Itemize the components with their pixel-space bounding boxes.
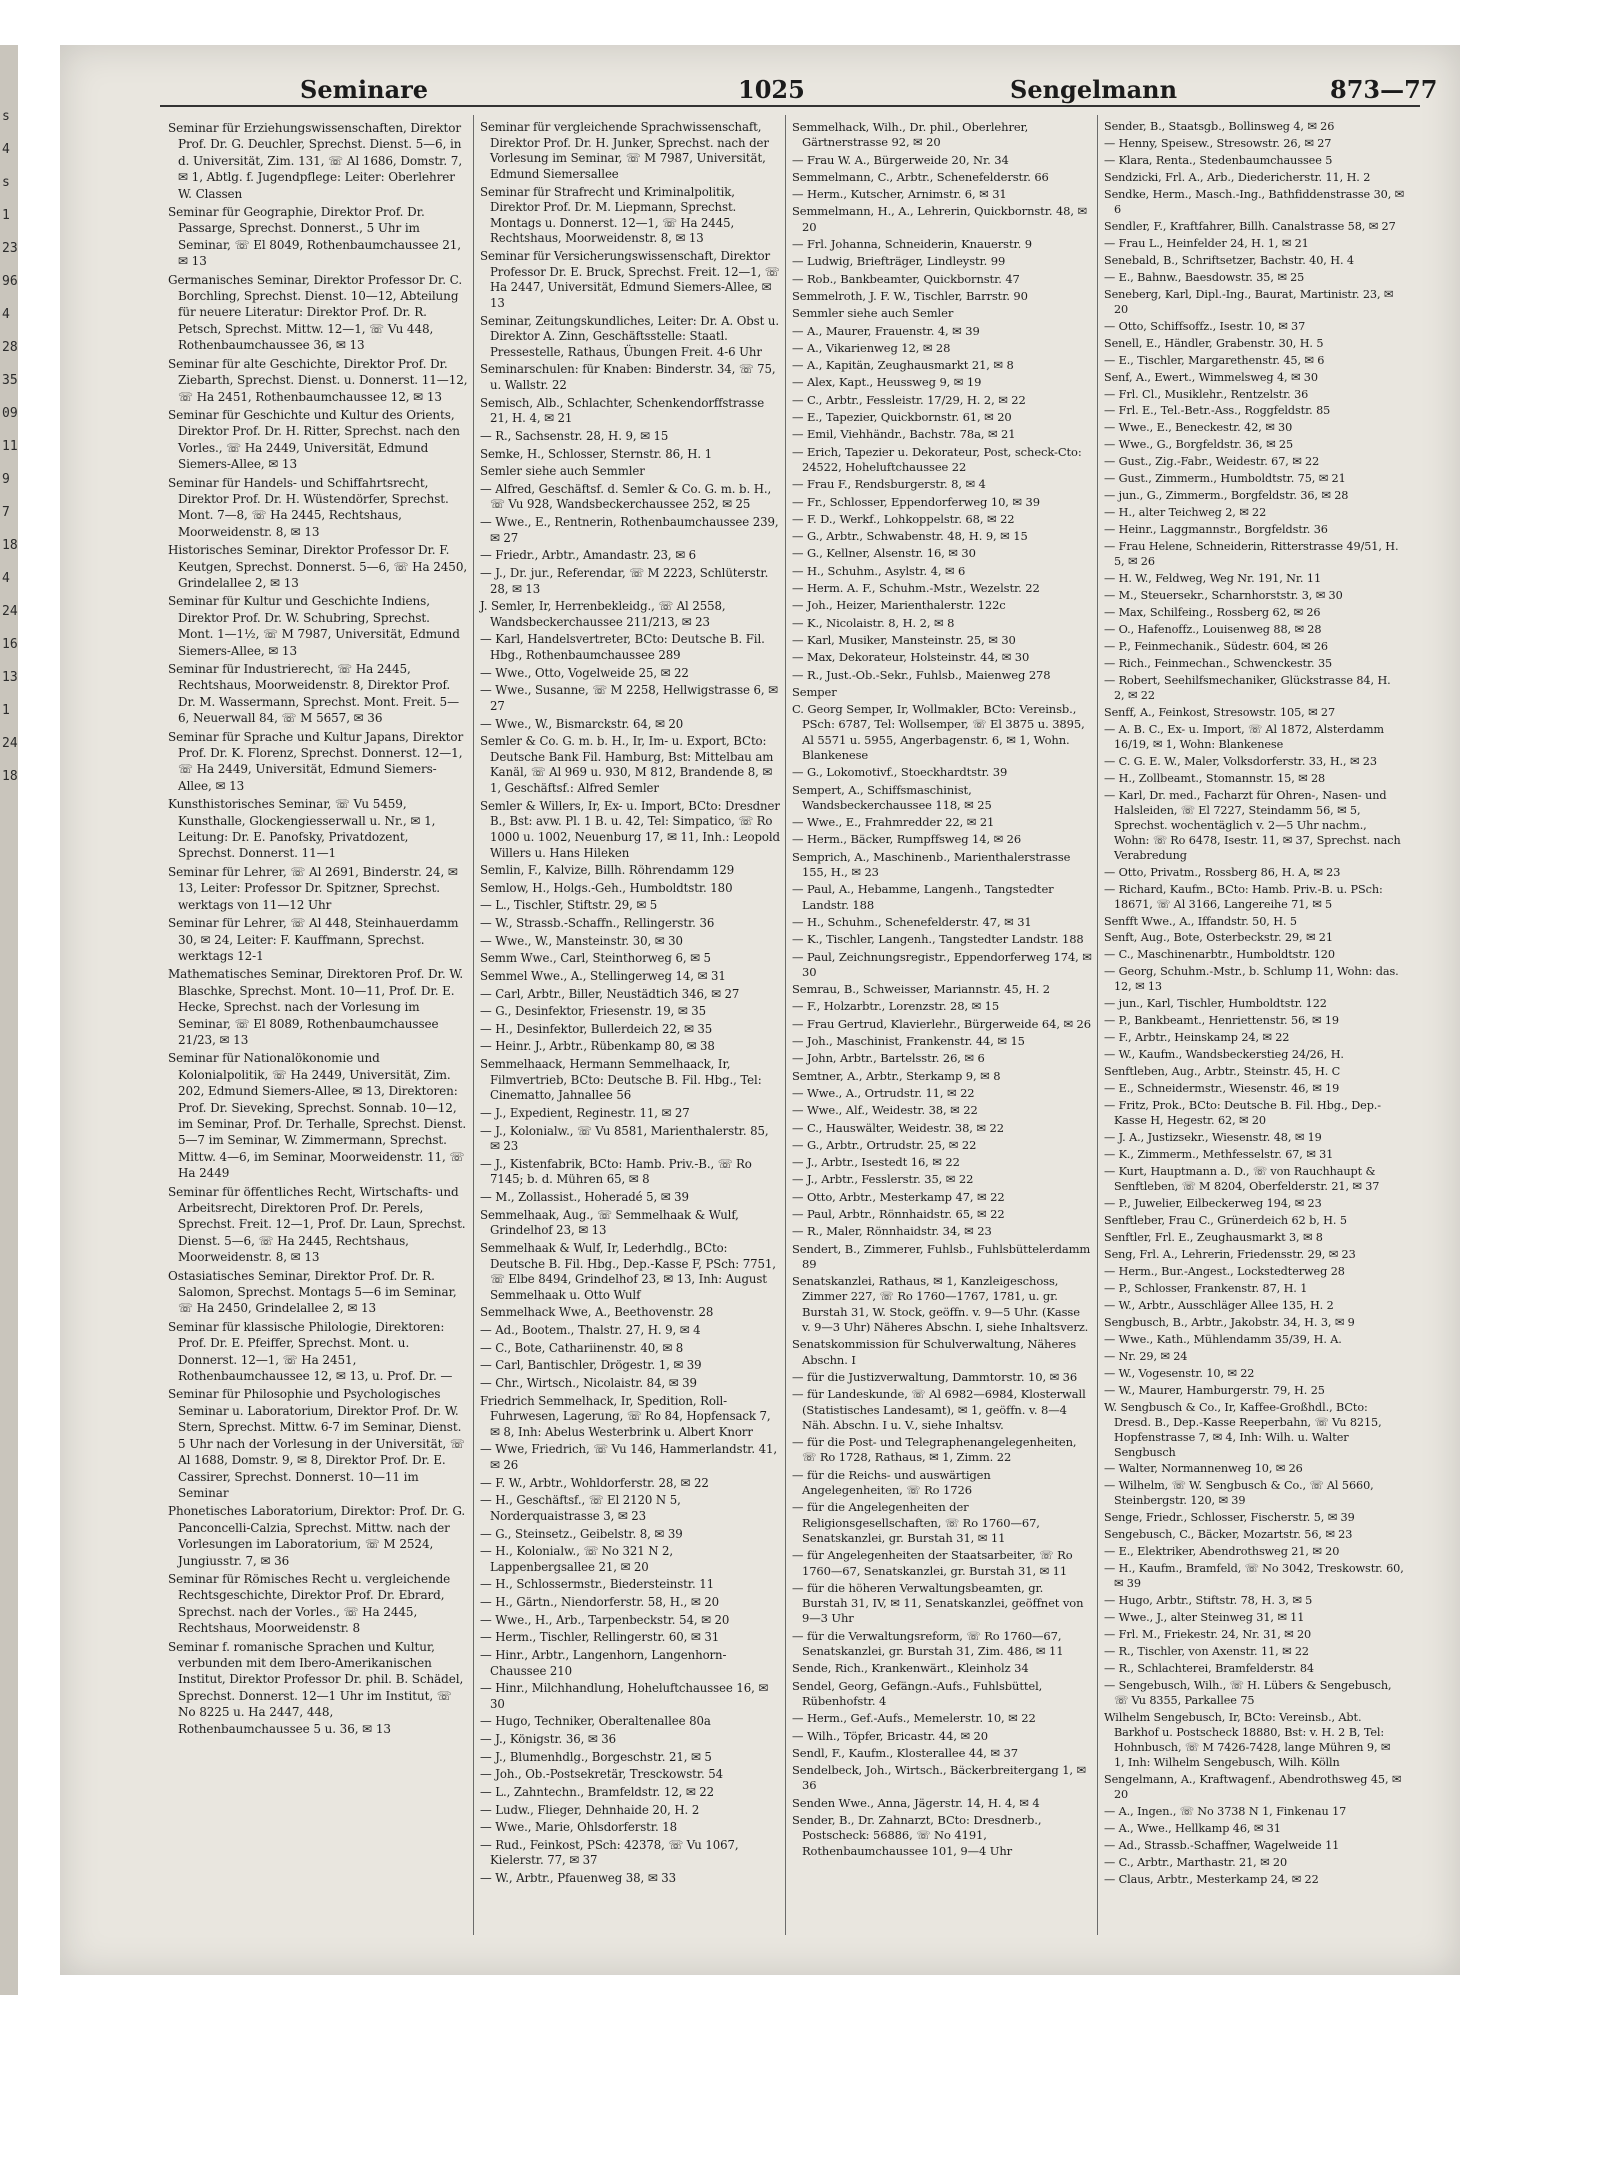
- directory-entry: — Ad., Strassb.-Schaffner, Wagelweide 11: [1104, 1838, 1340, 1852]
- directory-entry: Semrau, B., Schweisser, Mariannstr. 45, H. 2: [792, 982, 1051, 997]
- directory-entry: — G., Lokomotivf., Stoeckhardtstr. 39: [792, 765, 1008, 780]
- directory-entry: Friedrich Semmelhack, Ir, Spedition, Roll-Fuhrwesen, Lagerung, ☏ Ro 84, Hopfensack 7, ✉ 8, Inh: Abelus Westerbrink u. Albert Knorr: [480, 1393, 771, 1439]
- directory-entry: — Karl, Musiker, Mansteinstr. 25, ✉ 30: [792, 632, 1016, 647]
- directory-entry: — Alfred, Geschäftsf. d. Semler & Co. G. m. b. H., ☏ Vu 928, Wandsbeckerchaussee 252, ✉ 25: [480, 481, 772, 512]
- directory-entry: — Ad., Bootem., Thalstr. 27, H. 9, ✉ 4: [480, 1323, 701, 1337]
- column-divider: [785, 115, 786, 1935]
- directory-entry: — Hugo, Arbtr., Stiftstr. 78, H. 3, ✉ 5: [1104, 1594, 1313, 1608]
- directory-entry: — Frl. Cl., Musiklehr., Rentzelstr. 36: [1104, 387, 1309, 401]
- directory-entry: — Wwe., Kath., Mühlendamm 35/39, H. A.: [1104, 1332, 1342, 1346]
- directory-entry: — H. W., Feldweg, Weg Nr. 191, Nr. 11: [1104, 572, 1321, 586]
- directory-page: [60, 45, 1460, 1975]
- directory-entry: — C., Maschinenarbtr., Humboldtstr. 120: [1104, 948, 1335, 962]
- directory-entry: Semprich, A., Maschinenb., Marienthalerstrasse 155, H., ✉ 23: [792, 849, 1071, 880]
- directory-entry: — Fritz, Prok., BCto: Deutsche B. Fil. Hbg., Dep.-Kasse H, Hegestr. 62, ✉ 20: [1104, 1099, 1381, 1128]
- margin-fragment: 4: [2, 142, 10, 157]
- directory-entry: Seng, Frl. A., Lehrerin, Friedensstr. 29, ✉ 23: [1104, 1247, 1356, 1261]
- column-divider: [1097, 115, 1098, 1935]
- column-2: [480, 120, 780, 1887]
- directory-entry: — Wwe., E., Frahmredder 22, ✉ 21: [792, 815, 995, 830]
- directory-entry: Seminar für Versicherungswissenschaft, Direktor Professor Dr. E. Bruck, Sprechst. Freit. 12—1, ☏ Ha 2447, Universität, Edmund Siemers-Allee, ✉ 13: [480, 249, 780, 310]
- directory-entry: — Joh., Heizer, Marienthalerstr. 122c: [792, 598, 1006, 613]
- directory-entry: — Wwe., E., Beneckestr. 42, ✉ 30: [1104, 421, 1293, 435]
- directory-entry: — H., Kaufm., Bramfeld, ☏ No 3042, Treskowstr. 60, ✉ 39: [1104, 1562, 1404, 1591]
- directory-entry: Senfft Wwe., A., Iffandstr. 50, H. 5: [1104, 914, 1297, 928]
- directory-entry: Mathematisches Seminar, Direktoren Prof. Dr. W. Blaschke, Sprechst. Mont. 10—11, Prof. Dr. E. Hecke, Sprechst. nach der Vorlesung im Seminar, ☏ El 8089, Rothenbaumchaussee 21/23, ✉ 13: [168, 967, 464, 1047]
- directory-entry: — Wwe., J., alter Steinweg 31, ✉ 11: [1104, 1611, 1305, 1625]
- directory-entry: — P., Schlosser, Frankenstr. 87, H. 1: [1104, 1281, 1308, 1295]
- header-rule: [160, 105, 1420, 107]
- directory-entry: Senatskommission für Schulverwaltung, Näheres Abschn. I: [792, 1337, 1077, 1367]
- directory-entry: — Frl. Johanna, Schneiderin, Knauerstr. 9: [792, 237, 1032, 252]
- directory-entry: — A., Ingen., ☏ No 3738 N 1, Finkenau 17: [1104, 1804, 1347, 1818]
- directory-entry: Seminar für Lehrer, ☏ Al 448, Steinhauerdamm 30, ✉ 24, Leiter: F. Kauffmann, Sprechst. werktags 12-1: [168, 916, 459, 963]
- directory-entry: Semlin, F., Kalvize, Billh. Röhrendamm 129: [480, 863, 735, 878]
- directory-entry: — Wwe., W., Bismarckstr. 64, ✉ 20: [480, 716, 684, 731]
- directory-entry: — Herm., Tischler, Rellingerstr. 60, ✉ 31: [480, 1630, 720, 1645]
- directory-entry: Semper: [792, 684, 837, 699]
- directory-entry: Seminarschulen: für Knaben: Binderstr. 34, ☏ 75, u. Wallstr. 22: [480, 362, 776, 392]
- directory-entry: J. Semler, Ir, Herrenbekleidg., ☏ Al 2558, Wandsbeckerchaussee 211/213, ✉ 23: [480, 599, 726, 629]
- directory-entry: — Wwe., G., Borgfeldstr. 36, ✉ 25: [1104, 438, 1294, 452]
- directory-entry: — Nr. 29, ✉ 24: [1104, 1349, 1188, 1363]
- directory-entry: Semmelhaak & Wulf, Ir, Lederhdlg., BCto: Deutsche B. Fil. Hbg., Dep.-Kasse F, PSch: 7751, ☏ Elbe 8494, Grindelhof 23, ✉ 13, Inh: August Semmelhaak u. Otto Wulf: [480, 1240, 776, 1302]
- directory-entry: — Kurt, Hauptmann a. D., ☏ von Rauchhaupt & Senftleben, ☏ M 8204, Oberfelderstr. 21, ✉ 37: [1104, 1165, 1380, 1193]
- directory-entry: Seminar für Lehrer, ☏ Al 2691, Binderstr. 24, ✉ 13, Leiter: Professor Dr. Spitzner, Sprechst. werktags von 11—12 Uhr: [168, 864, 458, 912]
- directory-entry: — W., Kaufm., Wandsbeckerstieg 24/26, H.: [1104, 1048, 1344, 1062]
- directory-entry: — Herm., Gef.-Aufs., Memelerstr. 10, ✉ 22: [792, 1711, 1036, 1726]
- directory-entry: Semler siehe auch Semmler: [480, 464, 645, 479]
- directory-entry: — K., Zimmerm., Methfesselstr. 67, ✉ 31: [1104, 1148, 1334, 1162]
- directory-entry: — H., Zollbeamt., Stomannstr. 15, ✉ 28: [1104, 771, 1326, 785]
- directory-entry: — Max, Dekorateur, Holsteinstr. 44, ✉ 30: [792, 650, 1030, 665]
- column-3: [792, 120, 1092, 1859]
- directory-entry: Sempert, A., Schiffsmaschinist, Wandsbeckerchaussee 118, ✉ 25: [792, 782, 992, 812]
- directory-entry: — G., Arbtr., Ortrudstr. 25, ✉ 22: [792, 1137, 977, 1152]
- directory-entry: — für die Verwaltungsreform, ☏ Ro 1760—67, Senatskanzlei, gr. Burstah 31, Zim. 486, ✉ 11: [792, 1628, 1064, 1659]
- directory-entry: — R., Tischler, von Axenstr. 11, ✉ 22: [1104, 1645, 1309, 1659]
- directory-entry: — Frau F., Rendsburgerstr. 8, ✉ 4: [792, 477, 986, 492]
- directory-entry: — Otto, Privatm., Rossberg 86, H. A, ✉ 23: [1104, 865, 1341, 879]
- margin-fragment: 18: [2, 769, 18, 784]
- directory-entry: Sendke, Herm., Masch.-Ing., Bathfiddenstrasse 30, ✉ 6: [1104, 187, 1404, 216]
- directory-entry: W. Sengbusch & Co., Ir, Kaffee-Großhdl., BCto: Dresd. B., Dep.-Kasse Reeperbahn, ☏ Vu 8215, Hopfenstrasse 7, ✉ 4, Inh: Wilh. u. Walter Sengbusch: [1104, 1400, 1382, 1459]
- directory-entry: Semtner, A., Arbtr., Sterkamp 9, ✉ 8: [792, 1068, 1001, 1083]
- directory-entry: — Frau L., Heinfelder 24, H. 1, ✉ 21: [1104, 236, 1309, 250]
- directory-entry: Semlow, H., Holgs.-Geh., Humboldtstr. 180: [480, 880, 733, 895]
- directory-entry: — jun., Karl, Tischler, Humboldtstr. 122: [1104, 997, 1327, 1011]
- running-header: [60, 67, 1460, 107]
- directory-entry: — Karl, Dr. med., Facharzt für Ohren-, Nasen- und Halsleiden, ☏ El 7227, Steindamm 56, ✉ 5, Sprechst. wochentäglich v. 2—5 Uhr nachm., Wohn: ☏ Ro 6478, Isestr. 11, ✉ 37, Sprechst. nach Verabredung: [1104, 788, 1401, 862]
- margin-fragment: 23: [2, 241, 18, 256]
- margin-fragment: 18: [2, 538, 18, 553]
- directory-entry: Sendert, B., Zimmerer, Fuhlsb., Fuhlsbüttelerdamm 89: [792, 1241, 1091, 1271]
- directory-entry: — John, Arbtr., Bartelsstr. 26, ✉ 6: [792, 1051, 985, 1066]
- directory-entry: — J., Kolonialw., ☏ Vu 8581, Marienthalerstr. 85, ✉ 23: [480, 1123, 769, 1154]
- directory-entry: — Wwe., Marie, Ohlsdorferstr. 18: [480, 1820, 678, 1835]
- directory-entry: Semmel Wwe., A., Stellingerweg 14, ✉ 31: [480, 968, 726, 983]
- directory-entry: — J., Arbtr., Fesslerstr. 35, ✉ 22: [792, 1172, 974, 1187]
- directory-entry: Semler & Willers, Ir, Ex- u. Import, BCto: Dresdner B., Bst: avw. Pl. 1 B. u. 42, Tel: Simpatico, ☏ Ro 1000 u. 1002, Neuenburg 17, ✉ 11, Inh.: Leopold Willers u. Hans Hileken: [480, 798, 780, 860]
- margin-fragment: 24: [2, 736, 18, 751]
- directory-entry: Semke, H., Schlosser, Sternstr. 86, H. 1: [480, 446, 713, 461]
- directory-entry: — Ludwig, Briefträger, Lindleystr. 99: [792, 254, 1006, 269]
- directory-entry: Seminar, Zeitungskundliches, Leiter: Dr. A. Obst u. Direktor A. Zinn, Geschäftsstelle: Staatl. Pressestelle, Rathaus, Übungen Freit. 4-6 Uhr: [480, 313, 779, 359]
- directory-entry: — für die höheren Verwaltungsbeamten, gr. Burstah 31, IV, ✉ 11, Senatskanzlei, geöffnet von 9—3 Uhr: [792, 1580, 1084, 1626]
- directory-entry: Seminar für alte Geschichte, Direktor Prof. Dr. Ziebarth, Sprechst. Dienst. u. Donnerst. 11—12, ☏ Ha 2451, Rothenbaumchaussee 12, ✉ 13: [168, 356, 468, 404]
- directory-entry: — für die Post- und Telegraphenangelegenheiten, ☏ Ro 1728, Rathaus, ✉ 1, Zimm. 22: [792, 1435, 1077, 1465]
- margin-fragment: 11: [2, 439, 18, 454]
- directory-entry: — für die Justizverwaltung, Dammtorstr. 10, ✉ 36: [792, 1369, 1078, 1384]
- directory-entry: — Georg, Schuhm.-Mstr., b. Schlump 11, Wohn: das. 12, ✉ 13: [1104, 965, 1399, 994]
- directory-entry: — Carl, Bantischler, Drögestr. 1, ✉ 39: [480, 1358, 702, 1373]
- directory-entry: Sengbusch, B., Arbtr., Jakobstr. 34, H. 3, ✉ 9: [1104, 1315, 1355, 1329]
- directory-entry: — Wwe., Otto, Vogelweide 25, ✉ 22: [480, 665, 689, 680]
- directory-entry: — Gust., Zig.-Fabr., Weidestr. 67, ✉ 22: [1104, 455, 1320, 469]
- directory-entry: — P., Feinmechanik., Südestr. 604, ✉ 26: [1104, 640, 1328, 654]
- directory-entry: Sender, B., Staatsgb., Bollinsweg 4, ✉ 26: [1104, 120, 1335, 133]
- directory-entry: — J., Expedient, Reginestr. 11, ✉ 27: [480, 1105, 690, 1120]
- directory-entry: — G., Arbtr., Schwabenstr. 48, H. 9, ✉ 15: [792, 529, 1028, 544]
- margin-fragment: 4: [2, 571, 10, 586]
- directory-entry: — F. D., Werkf., Lohkoppelstr. 68, ✉ 22: [792, 511, 1015, 526]
- directory-entry: — J. A., Justizsekr., Wiesenstr. 48, ✉ 19: [1104, 1131, 1322, 1145]
- header-left-word: Seminare: [300, 75, 429, 104]
- directory-entry: — L., Tischler, Stiftstr. 29, ✉ 5: [480, 898, 658, 913]
- directory-entry: — C. G. E. W., Maler, Volksdorferstr. 33, H., ✉ 23: [1104, 754, 1377, 768]
- directory-entry: — W., Strassb.-Schaffn., Rellingerstr. 36: [480, 916, 715, 930]
- directory-entry: Sendel, Georg, Gefängn.-Aufs., Fuhlsbüttel, Rübenhofstr. 4: [792, 1678, 1043, 1708]
- directory-entry: Sendl, F., Kaufm., Klosterallee 44, ✉ 37: [792, 1745, 1018, 1760]
- directory-entry: Senftleber, Frau C., Grünerdeich 62 b, H. 5: [1104, 1213, 1347, 1227]
- directory-entry: — G., Desinfektor, Friesenstr. 19, ✉ 35: [480, 1004, 707, 1019]
- directory-entry: Senftler, Frl. E., Zeughausmarkt 3, ✉ 8: [1104, 1230, 1323, 1244]
- directory-entry: Seminar für Geographie, Direktor Prof. Dr. Passarge, Sprechst. Donnerst., 5 Uhr im Seminar, ☏ El 8049, Rothenbaumchaussee 21, ✉ 13: [168, 205, 462, 269]
- directory-entry: — J., Blumenhdlg., Borgeschstr. 21, ✉ 5: [480, 1749, 712, 1764]
- directory-entry: Senebald, B., Schriftsetzer, Bachstr. 40, H. 4: [1104, 253, 1354, 267]
- directory-entry: Senden Wwe., Anna, Jägerstr. 14, H. 4, ✉ 4: [792, 1795, 1040, 1810]
- directory-entry: — Gust., Zimmerm., Humboldtstr. 75, ✉ 21: [1104, 472, 1346, 486]
- directory-entry: — A., Wwe., Hellkamp 46, ✉ 31: [1104, 1821, 1281, 1835]
- directory-entry: — E., Tischler, Margarethenstr. 45, ✉ 6: [1104, 353, 1325, 367]
- directory-entry: — A., Vikarienweg 12, ✉ 28: [792, 340, 951, 355]
- directory-entry: — H., Schuhm., Asylstr. 4, ✉ 6: [792, 563, 966, 578]
- directory-entry: — Paul, Zeichnungsregistr., Eppendorferweg 174, ✉ 30: [792, 949, 1092, 979]
- directory-entry: — L., Zahntechn., Bramfeldstr. 12, ✉ 22: [480, 1784, 714, 1799]
- directory-entry: Senf, A., Ewert., Wimmelsweg 4, ✉ 30: [1104, 370, 1318, 384]
- directory-entry: — K., Nicolaistr. 8, H. 2, ✉ 8: [792, 615, 955, 630]
- directory-entry: Sendler, F., Kraftfahrer, Billh. Canalstrasse 58, ✉ 27: [1104, 219, 1396, 233]
- directory-entry: — J., Arbtr., Isestedt 16, ✉ 22: [792, 1155, 960, 1170]
- directory-entry: — Claus, Arbtr., Mesterkamp 24, ✉ 22: [1104, 1872, 1319, 1886]
- directory-entry: — Herm., Kutscher, Arnimstr. 6, ✉ 31: [792, 187, 1007, 202]
- column-4: [1104, 120, 1404, 1888]
- directory-entry: Semmelhack, Wilh., Dr. phil., Oberlehrer, Gärtnerstrasse 92, ✉ 20: [792, 120, 1029, 150]
- directory-entry: — Erich, Tapezier u. Dekorateur, Post, scheck-Cto: 24522, Hoheluftchaussee 22: [792, 444, 1082, 474]
- directory-entry: Seminar für Philosophie und Psychologisches Seminar u. Laboratorium, Direktor Prof. Dr. W. Stern, Sprechst. Mittw. 6-7 im Seminar, Dienst. 5 Uhr nach der Vorlesung in der Universität, ☏ Al 1688, Domstr. 9, ✉ 8, Direktor Prof. Dr. E. Cassirer, Sprechst. Donnerst. 10—11 im Seminar: [168, 1387, 465, 1500]
- margin-fragment: 4: [2, 307, 10, 322]
- directory-entry: — W., Arbtr., Ausschläger Allee 135, H. 2: [1104, 1298, 1334, 1312]
- directory-entry: Senft, Aug., Bote, Osterbeckstr. 29, ✉ 21: [1104, 931, 1333, 945]
- directory-entry: — E., Bahnw., Baesdowstr. 35, ✉ 25: [1104, 270, 1305, 284]
- directory-entry: Sende, Rich., Krankenwärt., Kleinholz 34: [792, 1661, 1029, 1676]
- directory-entry: Seminar für Kultur und Geschichte Indiens, Direktor Prof. Dr. W. Schubring, Sprechst. Mont. 1—1½, ☏ M 7987, Universität, Edmund Siemers-Allee, ✉ 13: [168, 594, 460, 658]
- directory-entry: — Herm., Bäcker, Rumpffsweg 14, ✉ 26: [792, 832, 1022, 847]
- directory-entry: — R., Maler, Rönnhaidstr. 34, ✉ 23: [792, 1224, 992, 1239]
- directory-entry: — Karl, Handelsvertreter, BCto: Deutsche B. Fil. Hbg., Rothenbaumchaussee 289: [480, 632, 765, 662]
- directory-entry: — Joh., Ob.-Postsekretär, Tresckowstr. 54: [480, 1767, 724, 1782]
- directory-entry: Seminar f. romanische Sprachen und Kultur, verbunden mit dem Ibero-Amerikanischen Institut, Direktor Professor Dr. phil. B. Schädel, Sprechst. Donnerst. 12—1 Uhr im Institut, ☏ No 8225 u. Ha 2447, 448, Rothenbaumchaussee 5 u. 36, ✉ 13: [168, 1639, 464, 1736]
- directory-entry: — A., Kapitän, Zeughausmarkt 21, ✉ 8: [792, 358, 1014, 373]
- directory-entry: Wilhelm Sengebusch, Ir, BCto: Vereinsb., Abt. Barkhof u. Postscheck 18880, Bst: v. H. 2 B, Tel: Hohnbusch, ☏ M 7426-7428, lange Mühren 9, ✉ 1, Inh: Wilhelm Sengebusch, Wilh. Kölln: [1104, 1711, 1391, 1769]
- directory-entry: — für die Angelegenheiten der Religionsgesellschaften, ☏ Ro 1760—67, Senatskanzlei, gr. Burstah 31, ✉ 11: [792, 1500, 1040, 1545]
- directory-entry: Senell, E., Händler, Grabenstr. 30, H. 5: [1104, 336, 1324, 350]
- directory-entry: — G., Kellner, Alsenstr. 16, ✉ 30: [792, 546, 976, 561]
- directory-entry: — A., Maurer, Frauenstr. 4, ✉ 39: [792, 323, 980, 338]
- directory-entry: — J., Dr. jur., Referendar, ☏ M 2223, Schlüterstr. 28, ✉ 13: [480, 565, 769, 596]
- margin-fragment: 1: [2, 703, 10, 718]
- directory-entry: — E., Tapezier, Quickbornstr. 61, ✉ 20: [792, 410, 1012, 425]
- margin-fragment: 28: [2, 340, 18, 355]
- directory-entry: — Wwe., Susanne, ☏ M 2258, Hellwigstrasse 6, ✉ 27: [480, 683, 778, 713]
- directory-entry: — Friedr., Arbtr., Amandastr. 23, ✉ 6: [480, 548, 696, 563]
- directory-entry: Seminar für Nationalökonomie und Kolonialpolitik, ☏ Ha 2449, Universität, Zim. 202, Edmund Siemers-Allee, ✉ 13, Direktoren: Prof. Dr. Sieveking, Sprechst. Sonnab. 10—12, im Seminar, Prof. Dr. Terhalle, Sprechst. Dienst. 5—7 im Seminar, W. Zimmermann, Sprechst. Mittw. 4—6, im Seminar, Moorweidenstr. 11, ☏ Ha 2449: [168, 1051, 467, 1181]
- directory-entry: Semmelhaack, Hermann Semmelhaack, Ir, Filmvertrieb, BCto: Deutsche B. Fil. Hbg., Tel: Cinematto, Jahnallee 56: [480, 1057, 762, 1103]
- directory-entry: — K., Tischler, Langenh., Tangstedter Landstr. 188: [792, 932, 1084, 947]
- directory-entry: — R., Sachsenstr. 28, H. 9, ✉ 15: [480, 428, 669, 443]
- directory-entry: — F. W., Arbtr., Wohldorferstr. 28, ✉ 22: [480, 1475, 709, 1490]
- directory-entry: Semmelhaak, Aug., ☏ Semmelhaak & Wulf, Grindelhof 23, ✉ 13: [480, 1207, 739, 1238]
- margin-fragment: 13: [2, 670, 18, 685]
- directory-entry: Kunsthistorisches Seminar, ☏ Vu 5459, Kunsthalle, Glockengiesserwall u. Nr., ✉ 1, Leitung: Dr. E. Panofsky, Privatdozent, Sprechst. Donnerst. 11—1: [168, 797, 436, 861]
- directory-entry: Senff, A., Feinkost, Stresowstr. 105, ✉ 27: [1104, 705, 1336, 719]
- margin-fragment: 24: [2, 604, 18, 619]
- directory-entry: — H., alter Teichweg 2, ✉ 22: [1104, 506, 1267, 520]
- directory-entry: — Frau Helene, Schneiderin, Ritterstrasse 49/51, H. 5, ✉ 26: [1104, 540, 1399, 569]
- directory-entry: — M., Steuersekr., Scharnhorststr. 3, ✉ 30: [1104, 589, 1343, 603]
- directory-entry: — C., Hauswälter, Weidestr. 38, ✉ 22: [792, 1120, 1004, 1135]
- directory-entry: — Heinr. J., Arbtr., Rübenkamp 80, ✉ 38: [480, 1039, 715, 1054]
- column-1: [168, 120, 468, 1737]
- directory-entry: Seminar für Erziehungswissenschaften, Direktor Prof. Dr. G. Deuchler, Sprechst. Dienst. 5—6, in d. Universität, Zim. 131, ☏ Al 1686, Domstr. 7, ✉ 1, Abtlg. f. Jugendpflege: Leiter: Oberlehrer W. Classen: [168, 121, 463, 201]
- directory-entry: — W., Vogesenstr. 10, ✉ 22: [1104, 1366, 1255, 1380]
- margin-fragment: 16: [2, 637, 18, 652]
- directory-entry: Sendelbeck, Joh., Wirtsch., Bäckerbreitergang 1, ✉ 36: [792, 1763, 1087, 1793]
- directory-entry: — Fr., Schlosser, Eppendorferweg 10, ✉ 39: [792, 494, 1040, 509]
- directory-entry: — Hinr., Milchhandlung, Hoheluftchaussee 16, ✉ 30: [480, 1681, 769, 1711]
- directory-entry: — Wwe., A., Ortrudstr. 11, ✉ 22: [792, 1085, 975, 1100]
- directory-entry: — Chr., Wirtsch., Nicolaistr. 84, ✉ 39: [480, 1375, 697, 1390]
- directory-entry: — G., Steinsetz., Geibelstr. 8, ✉ 39: [480, 1526, 683, 1541]
- directory-entry: Seneberg, Karl, Dipl.-Ing., Baurat, Martinistr. 23, ✉ 20: [1104, 287, 1394, 316]
- directory-entry: — H., Schuhm., Schenefelderstr. 47, ✉ 31: [792, 914, 1032, 929]
- directory-entry: — Wwe., Alf., Weidestr. 38, ✉ 22: [792, 1103, 978, 1118]
- directory-entry: — P., Juwelier, Eilbeckerweg 194, ✉ 23: [1104, 1196, 1322, 1210]
- directory-entry: — Heinr., Laggmannstr., Borgfeldstr. 36: [1104, 523, 1328, 537]
- directory-entry: — P., Bankbeamt., Henriettenstr. 56, ✉ 19: [1104, 1014, 1339, 1028]
- directory-entry: Semler & Co. G. m. b. H., Ir, Im- u. Export, BCto: Deutsche Bank Fil. Hamburg, Bst: Mittelbau am Kanäl, ☏ Al 969 u. 930, M 812, Brandende 8, ✉ 1, Geschäftsf.: Alfred Semler: [480, 734, 774, 795]
- directory-entry: — Frl. E., Tel.-Betr.-Ass., Roggfeldstr. 85: [1104, 404, 1331, 418]
- directory-entry: — O., Hafenoffz., Louisenweg 88, ✉ 28: [1104, 623, 1322, 637]
- directory-entry: — Hugo, Techniker, Oberaltenallee 80a: [480, 1714, 711, 1729]
- directory-entry: — A. B. C., Ex- u. Import, ☏ Al 1872, Alsterdamm 16/19, ✉ 1, Wohn: Blankenese: [1104, 722, 1384, 751]
- directory-entry: Germanisches Seminar, Direktor Professor Dr. C. Borchling, Sprechst. Dienst. 10—12, Abteilung für neuere Literatur: Direktor Prof. Dr. R. Petsch, Sprechst. Mittw. 12—1, ☏ Vu 448, Rothenbaumchaussee 36, ✉ 13: [168, 272, 463, 353]
- directory-entry: — E., Elektriker, Abendrothsweg 21, ✉ 20: [1104, 1545, 1340, 1559]
- directory-entry: — jun., G., Zimmerm., Borgfeldstr. 36, ✉ 28: [1104, 489, 1349, 503]
- directory-entry: Seminar für klassische Philologie, Direktoren: Prof. Dr. E. Pfeiffer, Sprechst. Mont. u. Donnerst. 12—1, ☏ Ha 2451, Rothenbaumchaussee 12, ✉ 13, u. Prof. Dr. —: [168, 1319, 453, 1384]
- directory-entry: — Klara, Renta., Stedenbaumchaussee 5: [1104, 153, 1333, 167]
- directory-entry: Sender, B., Dr. Zahnarzt, BCto: Dresdnerb., Postscheck: 56886, ☏ No 4191, Rothenbaumchaussee 101, 9—4 Uhr: [792, 1812, 1042, 1858]
- directory-entry: — für Angelegenheiten der Staatsarbeiter, ☏ Ro 1760—67, Senatskanzlei, gr. Burstah 31, ✉ 11: [792, 1548, 1073, 1578]
- directory-entry: — C., Bote, Cathariinenstr. 40, ✉ 8: [480, 1340, 684, 1355]
- margin-fragment: 09: [2, 406, 18, 421]
- directory-entry: Semmelmann, C., Arbtr., Schenefelderstr. 66: [792, 169, 1049, 184]
- directory-entry: — J., Kistenfabrik, BCto: Hamb. Priv.-B., ☏ Ro 7145; b. d. Mühren 65, ✉ 8: [480, 1156, 752, 1187]
- directory-entry: — C., Arbtr., Marthastr. 21, ✉ 20: [1104, 1855, 1288, 1869]
- directory-entry: — Walter, Normannenweg 10, ✉ 26: [1104, 1462, 1303, 1476]
- directory-entry: — Herm. A. F., Schuhm.-Mstr., Wezelstr. 22: [792, 581, 1040, 596]
- directory-entry: — Paul, A., Hebamme, Langenh., Tangstedter Landstr. 188: [792, 882, 1054, 912]
- directory-entry: — Herm., Bur.-Angest., Lockstedterweg 28: [1104, 1264, 1345, 1278]
- directory-entry: — Frau Gertrud, Klavierlehr., Bürgerweide 64, ✉ 26: [792, 1016, 1091, 1031]
- directory-entry: — R., Schlachterei, Bramfelderstr. 84: [1104, 1662, 1314, 1676]
- directory-entry: — Paul, Arbtr., Rönnhaidstr. 65, ✉ 22: [792, 1207, 1005, 1221]
- header-center-word: 1025: [738, 75, 805, 104]
- directory-entry: — Wwe, Friedrich, ☏ Vu 146, Hammerlandstr. 41, ✉ 26: [480, 1442, 777, 1472]
- directory-entry: Sengebusch, C., Bäcker, Mozartstr. 56, ✉ 23: [1104, 1528, 1353, 1542]
- directory-entry: — Sengebusch, Wilh., ☏ H. Lübers & Sengebusch, ☏ Vu 8355, Parkallee 75: [1104, 1679, 1392, 1708]
- directory-entry: Senftleben, Aug., Arbtr., Steinstr. 45, H. C: [1104, 1065, 1341, 1079]
- directory-entry: Historisches Seminar, Direktor Professor Dr. F. Keutgen, Sprechst. Donnerst. 5—6, ☏ Ha 2450, Grindelallee 2, ✉ 13: [168, 543, 468, 590]
- header-page-range: 873—77: [1330, 75, 1438, 104]
- directory-entry: — Otto, Schiffsoffz., Isestr. 10, ✉ 37: [1104, 319, 1306, 333]
- margin-fragment: s: [2, 109, 10, 124]
- directory-entry: Seminar für Handels- und Schiffahrtsrecht, Direktor Prof. Dr. H. Wüstendörfer, Sprechst. Mont. 7—8, ☏ Ha 2445, Rechtshaus, Moorweidenstr. 8, ✉ 13: [168, 475, 449, 539]
- directory-entry: — Wwe., H., Arb., Tarpenbeckstr. 54, ✉ 20: [480, 1612, 730, 1627]
- directory-entry: Semmelroth, J. F. W., Tischler, Barrstr. 90: [792, 288, 1028, 303]
- directory-entry: — Frl. M., Friekestr. 24, Nr. 31, ✉ 20: [1104, 1628, 1312, 1642]
- directory-entry: — für Landeskunde, ☏ Al 6982—6984, Klosterwall (Statistisches Landesamt), ✉ 1, geöffn. v. 8—4 Näh. Abschn. I u. V., siehe Inhaltsv.: [792, 1387, 1086, 1432]
- directory-entry: Phonetisches Laboratorium, Direktor: Prof. Dr. G. Panconcelli-Calzia, Sprechst. Mittw. nach der Vorlesungen im Laboratorium, ☏ M 2524, Jungiusstr. 7, ✉ 36: [168, 1504, 466, 1568]
- directory-entry: Ostasiatisches Seminar, Direktor Prof. Dr. R. Salomon, Sprechst. Montags 5—6 im Seminar, ☏ Ha 2450, Grindelallee 2, ✉ 13: [168, 1268, 457, 1316]
- directory-entry: — H., Desinfektor, Bullerdeich 22, ✉ 35: [480, 1021, 713, 1036]
- directory-entry: — H., Geschäftsf., ☏ El 2120 N 5, Norderquaistrasse 3, ✉ 23: [480, 1493, 681, 1523]
- directory-entry: Sendzicki, Frl. A., Arb., Diedericherstr. 11, H. 2: [1104, 170, 1371, 184]
- directory-entry: — C., Arbtr., Fessleistr. 17/29, H. 2, ✉ 22: [792, 392, 1026, 407]
- directory-entry: Semmelhack Wwe, A., Beethovenstr. 28: [480, 1305, 714, 1320]
- directory-entry: Senge, Friedr., Schlosser, Fischerstr. 5, ✉ 39: [1104, 1511, 1355, 1525]
- directory-entry: — Hinr., Arbtr., Langenhorn, Langenhorn-Chaussee 210: [480, 1647, 727, 1678]
- directory-entry: Seminar für vergleichende Sprachwissenschaft, Direktor Prof. Dr. H. Junker, Sprechst. nach der Vorlesung im Seminar, ☏ M 7987, Universität, Edmund Siemersallee: [480, 120, 769, 181]
- directory-entry: Senatskanzlei, Rathaus, ✉ 1, Kanzleigeschoss, Zimmer 227, ☏ Ro 1760—1767, 1781, u. gr. Burstah 31, W. Stock, geöffn. v. 9—5 Uhr. (Kasse v. 9—3 Uhr) Näheres Abschn. I, siehe Inhaltsverz.: [792, 1274, 1089, 1335]
- directory-entry: — Alex, Kapt., Heussweg 9, ✉ 19: [792, 375, 982, 390]
- directory-entry: — R., Just.-Ob.-Sekr., Fuhlsb., Maienweg 278: [792, 667, 1051, 682]
- column-divider: [473, 115, 474, 1935]
- directory-entry: Sengelmann, A., Kraftwagenf., Abendrothsweg 45, ✉ 20: [1104, 1772, 1402, 1801]
- directory-entry: — W., Maurer, Hamburgerstr. 79, H. 25: [1104, 1383, 1325, 1397]
- directory-entry: — F., Arbtr., Heinskamp 24, ✉ 22: [1104, 1031, 1290, 1045]
- directory-entry: — Rud., Feinkost, PSch: 42378, ☏ Vu 1067, Kielerstr. 77, ✉ 37: [480, 1837, 739, 1868]
- directory-entry: — Wilhelm, ☏ W. Sengbusch & Co., ☏ Al 5660, Steinbergstr. 120, ✉ 39: [1104, 1479, 1374, 1508]
- directory-entry: — Richard, Kaufm., BCto: Hamb. Priv.-B. u. PSch: 18671, ☏ Al 3166, Langereihe 71, ✉ 5: [1104, 882, 1383, 911]
- directory-entry: — E., Schneidermstr., Wiesenstr. 46, ✉ 19: [1104, 1082, 1340, 1096]
- directory-entry: — Joh., Maschinist, Frankenstr. 44, ✉ 15: [792, 1034, 1025, 1049]
- directory-entry: — Otto, Arbtr., Mesterkamp 47, ✉ 22: [792, 1189, 1005, 1204]
- directory-entry: — Wilh., Töpfer, Bricastr. 44, ✉ 20: [792, 1728, 988, 1743]
- directory-entry: — für die Reichs- und auswärtigen Angelegenheiten, ☏ Ro 1726: [792, 1467, 991, 1498]
- directory-entry: — W., Arbtr., Pfauenweg 38, ✉ 33: [480, 1871, 676, 1885]
- directory-entry: Seminar für Sprache und Kultur Japans, Direktor Prof. Dr. K. Florenz, Sprechst. Donnerst. 12—1, ☏ Ha 2449, Universität, Edmund Siemers-Allee, ✉ 13: [168, 729, 464, 793]
- margin-fragment: 1: [2, 208, 10, 223]
- directory-entry: Seminar für Römisches Recht u. vergleichende Rechtsgeschichte, Direktor Prof. Dr. Ebrard, Sprechst. nach der Vorles., ☏ Ha 2445, Rechtshaus, Moorweidenstr. 8: [168, 1571, 451, 1636]
- directory-entry: — H., Kolonialw., ☏ No 321 N 2, Lappenbergsallee 21, ✉ 20: [480, 1544, 674, 1574]
- directory-entry: — H., Gärtn., Niendorferstr. 58, H., ✉ 20: [480, 1595, 719, 1609]
- directory-entry: Seminar für Geschichte und Kultur des Orients, Direktor Prof. Dr. H. Ritter, Sprechst. nach den Vorles., ☏ Ha 2449, Universität, Edmund Siemers-Allee, ✉ 13: [168, 407, 460, 472]
- directory-entry: Seminar für Industrierecht, ☏ Ha 2445, Rechtshaus, Moorweidenstr. 8, Direktor Prof. Dr. M. Wassermann, Sprechst. Mont. Freit. 5—6, Neuerwall 84, ☏ M 5657, ✉ 36: [168, 662, 459, 726]
- directory-entry: — H., Schlossermstr., Biedersteinstr. 11: [480, 1577, 714, 1592]
- left-margin-fragments: [2, 100, 16, 793]
- header-right-word: Sengelmann: [1010, 75, 1178, 104]
- directory-entry: Seminar für öffentliches Recht, Wirtschafts- und Arbeitsrecht, Direktoren Prof. Dr. Perels, Sprechst. Freit. 12—1, Prof. Dr. Laun, Sprechst. Dienst. 5—6, ☏ Ha 2445, Rechtshaus, Moorweidenstr. 8, ✉ 13: [168, 1184, 466, 1265]
- directory-entry: Seminar für Strafrecht und Kriminalpolitik, Direktor Prof. Dr. M. Liepmann, Sprechst. Montags u. Donnerst. 12—1, ☏ Ha 2445, Rechtshaus, Moorweidenstr. 8, ✉ 13: [480, 184, 737, 246]
- directory-entry: — Rob., Bankbeamter, Quickbornstr. 47: [792, 271, 1020, 286]
- directory-entry: — Max, Schilfeing., Rossberg 62, ✉ 26: [1104, 606, 1321, 620]
- directory-entry: — Rich., Feinmechan., Schwenckestr. 35: [1104, 657, 1333, 670]
- margin-fragment: 35: [2, 373, 18, 388]
- directory-entry: Semisch, Alb., Schlachter, Schenkendorffstrasse 21, H. 4, ✉ 21: [480, 395, 765, 426]
- directory-entry: — Wwe., W., Mansteinstr. 30, ✉ 30: [480, 933, 683, 948]
- margin-fragment: 9: [2, 472, 10, 487]
- directory-entry: — J., Königstr. 36, ✉ 36: [480, 1732, 616, 1746]
- directory-entry: C. Georg Semper, Ir, Wollmakler, BCto: Vereinsb., PSch: 6787, Tel: Wollsemper, ☏ El 3875 u. 3895, Al 5571 u. 5955, Angerbagenstr. 6, ✉ 1, Wohn. Blankenese: [792, 702, 1085, 762]
- margin-fragment: s: [2, 175, 10, 190]
- directory-entry: Semm Wwe., Carl, Steinthorweg 6, ✉ 5: [480, 951, 711, 966]
- directory-entry: Semmelmann, H., A., Lehrerin, Quickbornstr. 48, ✉ 20: [792, 204, 1088, 234]
- directory-entry: — Carl, Arbtr., Biller, Neustädtich 346, ✉ 27: [480, 986, 740, 1001]
- directory-entry: — M., Zollassist., Hoheradé 5, ✉ 39: [480, 1190, 689, 1204]
- directory-entry: — Frau W. A., Bürgerweide 20, Nr. 34: [792, 152, 1009, 167]
- margin-fragment: 96: [2, 274, 18, 289]
- directory-entry: — Henny, Speisew., Stresowstr. 26, ✉ 27: [1104, 136, 1332, 150]
- margin-fragment: 7: [2, 505, 10, 520]
- directory-entry: — F., Holzarbtr., Lorenzstr. 28, ✉ 15: [792, 999, 1000, 1014]
- directory-entry: — Wwe., E., Rentnerin, Rothenbaumchaussee 239, ✉ 27: [480, 515, 779, 545]
- directory-entry: Semmler siehe auch Semler: [792, 306, 954, 321]
- directory-entry: — Ludw., Flieger, Dehnhaide 20, H. 2: [480, 1802, 700, 1817]
- directory-entry: — Emil, Viehhändr., Bachstr. 78a, ✉ 21: [792, 427, 1016, 442]
- directory-entry: — Robert, Seehilfsmechaniker, Glückstrasse 84, H. 2, ✉ 22: [1104, 673, 1391, 702]
